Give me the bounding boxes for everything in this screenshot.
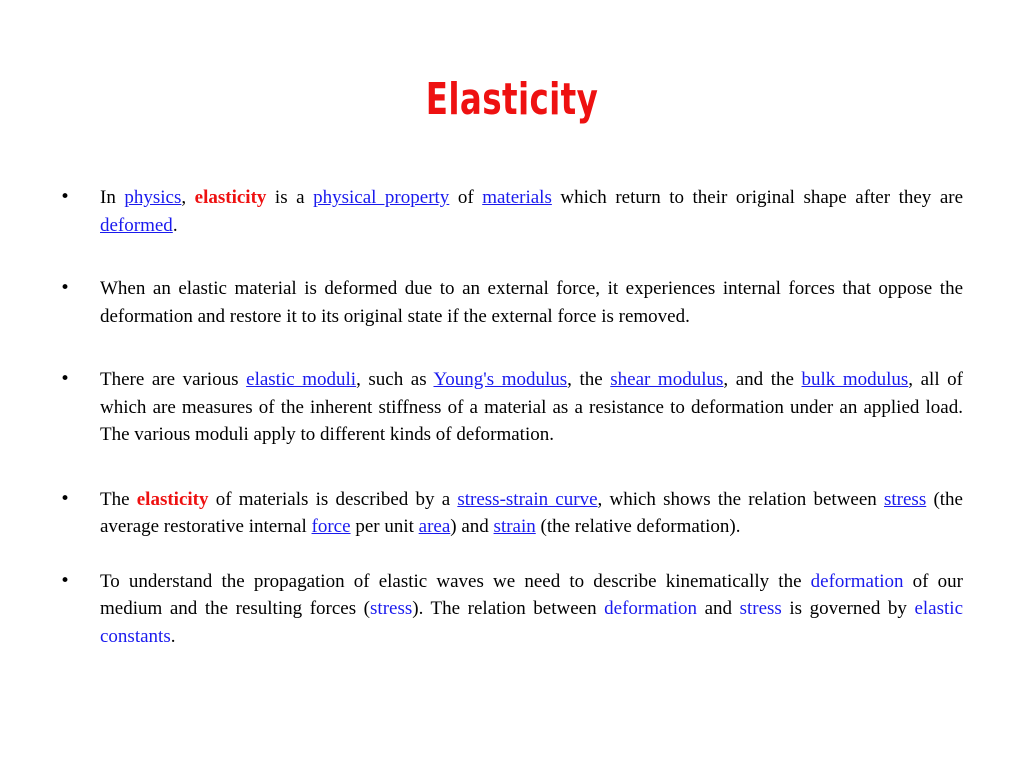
bullet-text: of our medium and the resulting forces ( xyxy=(100,570,963,619)
emphasis-elasticity: elasticity xyxy=(194,187,267,208)
bullet-item-4 xyxy=(60,486,963,541)
bullet-text: is governed by xyxy=(781,598,915,619)
bullet-text: , such as xyxy=(356,369,434,390)
bullet-text: ) and xyxy=(450,516,494,537)
term-stress: stress xyxy=(370,598,413,619)
link-physics[interactable]: physics xyxy=(124,187,182,208)
bullet-item-2 xyxy=(60,275,963,330)
link-deformed[interactable]: deformed xyxy=(100,214,173,236)
bullet-text: There are various xyxy=(100,369,247,390)
bullet-text: When an elastic material is deformed due to an external force, it experiences internal forces that oppose the deformation and restore it to its original state if the external force is removed. xyxy=(100,278,963,327)
bullet-text: which return to their original shape after they are xyxy=(551,187,964,208)
bullet-text: ). The relation between xyxy=(412,598,605,619)
bullet-text: The xyxy=(100,488,137,510)
bullet-text: (the relative deformation). xyxy=(535,516,741,537)
link-stress[interactable]: stress xyxy=(884,488,927,510)
bullet-item-5 xyxy=(60,568,963,651)
bullet-text: of xyxy=(449,187,483,208)
bullet-text: (the average restorative internal xyxy=(100,488,963,537)
bullet-text: . xyxy=(170,625,176,647)
bullet-text: is a xyxy=(266,187,314,208)
bullet-item-3 xyxy=(60,366,963,449)
term-stress: stress xyxy=(739,598,782,619)
bullet-text: and xyxy=(697,598,740,619)
bullet-text: per unit xyxy=(350,516,419,537)
bullet-text: , all of which are measures of the inherent stiffness of a material as a resistance to deformation under an applied load. The various moduli apply to different kinds of deformation. xyxy=(100,369,964,445)
bullet-text: . xyxy=(172,214,178,236)
link-area[interactable]: area xyxy=(418,516,451,537)
bullet-item-1 xyxy=(60,184,963,239)
bullet-text: , and the xyxy=(723,369,802,390)
slide-title: Elasticity xyxy=(425,74,599,125)
bullet-text: , xyxy=(181,187,195,208)
bullet-list xyxy=(60,184,963,686)
emphasis-elasticity: elasticity xyxy=(136,488,209,510)
bullet-text: , the xyxy=(567,369,611,390)
bullet-text: In xyxy=(100,187,125,208)
link-physical-property[interactable]: physical property xyxy=(313,187,450,208)
link-force[interactable]: force xyxy=(311,516,351,537)
link-shear-modulus[interactable]: shear modulus xyxy=(610,369,724,390)
link-youngs-modulus[interactable]: Young's modulus xyxy=(433,369,568,390)
term-elastic-constants: elastic constants xyxy=(100,598,963,647)
link-elastic-moduli[interactable]: elastic moduli xyxy=(246,369,357,390)
link-bulk-modulus[interactable]: bulk modulus xyxy=(801,369,909,390)
term-deformation: deformation xyxy=(810,570,904,592)
bullet-text: , which shows the relation between xyxy=(597,488,884,510)
term-deformation: deformation xyxy=(604,598,697,619)
link-materials[interactable]: materials xyxy=(482,187,552,208)
link-stress-strain-curve[interactable]: stress-strain curve xyxy=(457,488,598,510)
bullet-text: To understand the propagation of elastic waves we need to describe kinematically the xyxy=(100,570,811,592)
link-strain[interactable]: strain xyxy=(493,516,536,537)
bullet-text: of materials is described by a xyxy=(208,488,458,510)
